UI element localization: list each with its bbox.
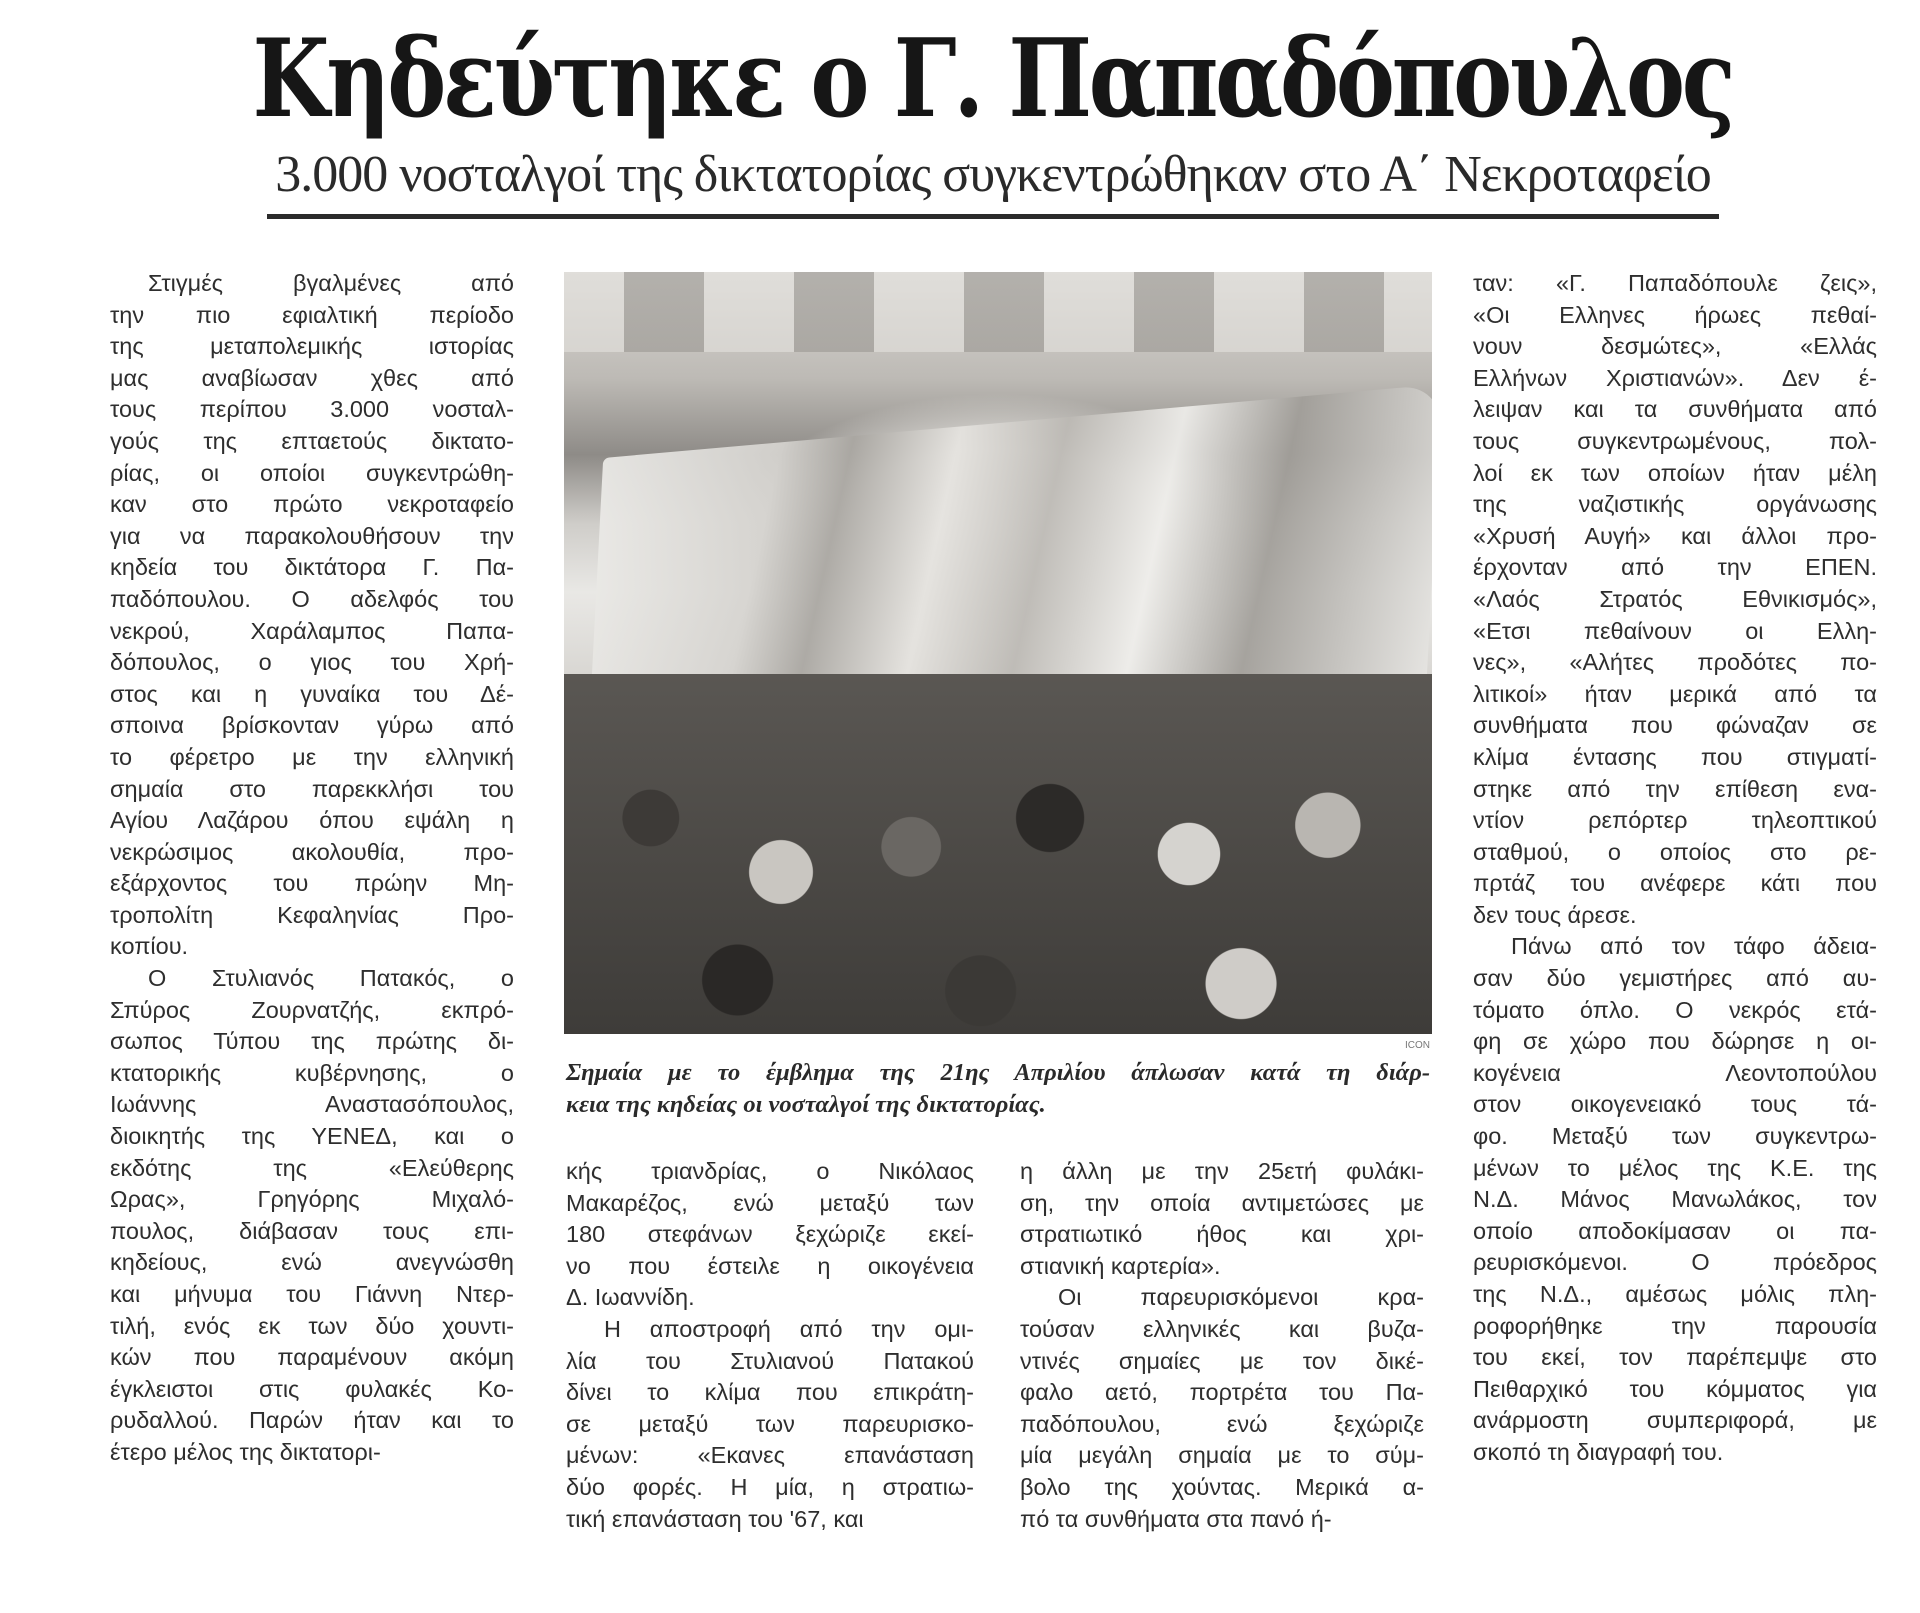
text-line: 180 στεφάνων ξεχώριζε εκεί-: [566, 1221, 974, 1248]
text-line: Μακαρέζος, ενώ μεταξύ των: [566, 1189, 974, 1216]
text-line: Ελλήνων Χριστιανών». Δεν έ-: [1473, 364, 1877, 391]
text-line: στηκε από την επίθεση ενα-: [1473, 775, 1877, 802]
text-line: Ο Στυλιανός Πατακός, ο: [148, 965, 514, 992]
text-line: μας αναβίωσαν χθες από: [110, 364, 514, 391]
text-line: σημαία στο παρεκκλήσι του: [110, 775, 514, 802]
text-line: το φέρετρο με την ελληνική: [110, 743, 514, 770]
text-line: έγκλειστοι στις φυλακές Κο-: [110, 1375, 514, 1402]
text-line: λία του Στυλιανού Πατακού: [566, 1347, 974, 1374]
caption-line: Σημαία με το έμβλημα της 21ης Απριλίου άπλωσαν κατά τη διάρ-: [566, 1059, 1430, 1086]
photo-caption: [566, 1057, 1430, 1121]
article-column-3: [1020, 1156, 1424, 1535]
text-line: κών που παραμένουν ακόμη: [110, 1344, 514, 1371]
text-line: λειψαν και τα συνθήματα από: [1473, 396, 1877, 423]
text-line: μένων: «Εκανες επανάσταση: [566, 1442, 974, 1469]
text-line: νουν δεσμώτες», «Ελλάς: [1473, 333, 1877, 360]
text-line: κηδείους, ενώ ανεγνώσθη: [110, 1249, 514, 1276]
text-line: Πάνω από τον τάφο άδεια-: [1511, 933, 1877, 960]
news-photo: [564, 272, 1432, 1034]
text-line: Ν.Δ. Μάνος Μανωλάκος, τον: [1473, 1186, 1877, 1213]
text-line: τους περίπου 3.000 νοσταλ-: [110, 396, 514, 423]
text-line: νο που έστειλε η οικογένεια: [566, 1252, 974, 1279]
text-line: ρευρισκόμενοι. Ο πρόεδρος: [1473, 1249, 1877, 1276]
text-line: της ναζιστικής οργάνωσης: [1473, 491, 1877, 518]
caption-line: κεια της κηδείας οι νοσταλγοί της δικτατορίας.: [566, 1091, 1046, 1118]
text-line: ανάρμοστη συμπεριφορά, με: [1473, 1407, 1877, 1434]
text-line: Σπύρος Ζουρνατζής, εκπρό-: [110, 996, 514, 1023]
text-line: λοί εκ των οποίων ήταν μέλη: [1473, 459, 1877, 486]
text-line: παδόπουλου, ενώ ξεχώριζε: [1020, 1410, 1424, 1437]
text-line: Στιγμές βγαλμένες από: [148, 270, 514, 296]
text-line: ρυδαλλού. Παρών ήταν και το: [110, 1407, 514, 1434]
text-line: σποινα βρίσκονταν γύρω από: [110, 712, 514, 739]
text-line: ταν: «Γ. Παπαδόπουλε ζεις»,: [1473, 270, 1877, 296]
article-column-4: [1473, 268, 1877, 1469]
text-line: Ιωάννης Αναστασόπουλος,: [110, 1091, 514, 1118]
text-line: στον οικογενειακό τους τά-: [1473, 1091, 1877, 1118]
headline-rule-divider: [267, 214, 1719, 219]
text-line: «Χρυσή Αυγή» και άλλοι προ-: [1473, 522, 1877, 549]
text-line: σκοπό τη διαγραφή του.: [1473, 1438, 1724, 1465]
text-line: της μεταπολεμικής ιστορίας: [110, 333, 514, 360]
text-line: λιτικοί» ήταν μερικά από τα: [1473, 680, 1877, 707]
text-line: εκδότης της «Ελεύθερης: [110, 1154, 514, 1181]
text-line: δεν τους άρεσε.: [1473, 901, 1637, 928]
photo-credit: ICON: [1405, 1040, 1430, 1051]
text-line: «Ετσι πεθαίνουν οι Ελλη-: [1473, 617, 1877, 644]
text-line: Η αποστροφή από την ομι-: [604, 1315, 974, 1342]
text-line: συνθήματα που φώναζαν σε: [1473, 712, 1877, 739]
text-line: Ωρας», Γρηγόρης Μιχαλό-: [110, 1186, 514, 1213]
text-line: νεκρώσιμος ακολουθία, προ-: [110, 838, 514, 865]
subheadline: 3.000 νοσταλγοί της δικτατορίας συγκεντρώθηκαν στο Α΄ Νεκροταφείο: [275, 146, 1711, 203]
text-line: κής τριανδρίας, ο Νικόλαος: [566, 1158, 974, 1184]
text-line: την πιο εφιαλτική περίοδο: [110, 301, 514, 328]
text-line: δύο φορές. Η μία, η στρατιω-: [566, 1473, 974, 1500]
text-line: του εκεί, τον παρέπεμψε στο: [1473, 1344, 1877, 1371]
text-line: και μήνυμα του Γιάννη Ντερ-: [110, 1281, 514, 1307]
text-line: κτατορικής κυβέρνησης, ο: [110, 1059, 514, 1086]
text-line: σε μεταξύ των παρευρισκο-: [566, 1410, 974, 1437]
text-line: νεκρού, Χαράλαμπος Παπα-: [110, 617, 514, 644]
text-line: σταθμού, ο οποίος στο ρε-: [1473, 838, 1877, 865]
text-line: τιλή, ενός εκ των δύο χουντι-: [110, 1312, 514, 1339]
text-line: ση, την οποία αντιμετώσες με: [1020, 1189, 1424, 1216]
text-line: τροπολίτη Κεφαληνίας Προ-: [110, 901, 514, 928]
text-line: πρτάζ του ανέφερε κάτι που: [1473, 870, 1877, 897]
text-line: Οι παρευρισκόμενοι κρα-: [1058, 1284, 1424, 1311]
text-line: γούς της επταετούς δικτατο-: [110, 427, 514, 454]
text-line: τούσαν ελληνικές και βυζα-: [1020, 1315, 1424, 1342]
text-line: τόματο όπλο. Ο νεκρός ετά-: [1473, 996, 1877, 1023]
text-line: ντίον ρεπόρτερ τηλεοπτικού: [1473, 807, 1877, 834]
text-line: δίνει το κλίμα που επικράτη-: [566, 1379, 974, 1406]
photo-crowd: [564, 674, 1432, 1034]
text-line: για να παρακολουθήσουν την: [110, 522, 514, 549]
text-line: κλίμα έντασης που στιγματί-: [1473, 743, 1877, 770]
text-line: καν στο πρώτο νεκροταφείο: [110, 491, 514, 518]
text-line: στρατιωτικό ήθος και χρι-: [1020, 1221, 1424, 1248]
text-line: «Οι Ελληνες ήρωες πεθαί-: [1473, 301, 1877, 328]
text-line: στος και η γυναίκα του Δέ-: [110, 680, 514, 707]
photo-building-windows: [564, 272, 1432, 352]
text-line: διοικητής της ΥΕΝΕΔ, και ο: [110, 1123, 514, 1150]
text-line: ρίας, οι οποίοι συγκεντρώθη-: [110, 459, 514, 486]
text-line: νες», «Αλήτες προδότες πο-: [1473, 649, 1877, 676]
text-line: εξάρχοντος του πρώην Μη-: [110, 870, 514, 897]
text-line: οποίο αποδοκίμασαν οι πα-: [1473, 1217, 1877, 1244]
text-line: κοπίου.: [110, 933, 189, 960]
text-line: φαλο αετό, πορτρέτα του Πα-: [1020, 1379, 1424, 1406]
text-line: μένων το μέλος της Κ.Ε. της: [1473, 1154, 1877, 1181]
text-line: της Ν.Δ., αμέσως μόλις πλη-: [1473, 1281, 1877, 1307]
text-line: παδόπουλου. Ο αδελφός του: [110, 585, 514, 612]
text-line: Αγίου Λαζάρου όπου εψάλη η: [110, 807, 514, 834]
text-line: έτερο μέλος της δικτατορι-: [110, 1438, 381, 1465]
text-line: κογένεια Λεοντοπούλου: [1473, 1059, 1877, 1086]
text-line: Πειθαρχικό του κόμματος για: [1473, 1375, 1877, 1402]
text-line: μία μεγάλη σημαία με το σύμ-: [1020, 1442, 1424, 1469]
text-line: πό τα συνθήματα στα πανό ή-: [1020, 1505, 1332, 1532]
text-line: ντινές σημαίες με τον δικέ-: [1020, 1347, 1424, 1374]
text-line: σαν δύο γεμιστήρες από αυ-: [1473, 965, 1877, 992]
text-line: έρχονταν από την ΕΠΕΝ.: [1473, 554, 1877, 581]
text-line: «Λαός Στρατός Εθνικισμός»,: [1473, 585, 1877, 612]
text-line: ροφορήθηκε την παρουσία: [1473, 1312, 1877, 1339]
text-line: τους συγκεντρωμένους, πολ-: [1473, 427, 1877, 454]
text-line: Δ. Ιωαννίδη.: [566, 1284, 695, 1311]
article-column-1: [110, 268, 514, 1469]
text-line: σωπος Τύπου της πρώτης δι-: [110, 1028, 514, 1055]
text-line: στιανική καρτερία».: [1020, 1252, 1221, 1279]
text-line: κηδεία του δικτάτορα Γ. Πα-: [110, 554, 514, 581]
text-line: τική επανάσταση του '67, και: [566, 1505, 864, 1532]
headline: Κηδεύτηκε ο Γ. Παπαδόπουλος: [252, 16, 1733, 142]
text-line: δόπουλος, ο γιος του Χρή-: [110, 649, 514, 676]
text-line: η άλλη με την 25ετή φυλάκι-: [1020, 1158, 1424, 1184]
text-line: βολο της χούντας. Μερικά α-: [1020, 1473, 1424, 1500]
text-line: πουλος, διάβασαν τους επι-: [110, 1217, 514, 1244]
article-column-2: [566, 1156, 974, 1535]
text-line: φη σε χώρο που δώρησε η οι-: [1473, 1028, 1877, 1055]
text-line: φο. Μεταξύ των συγκεντρω-: [1473, 1123, 1877, 1150]
